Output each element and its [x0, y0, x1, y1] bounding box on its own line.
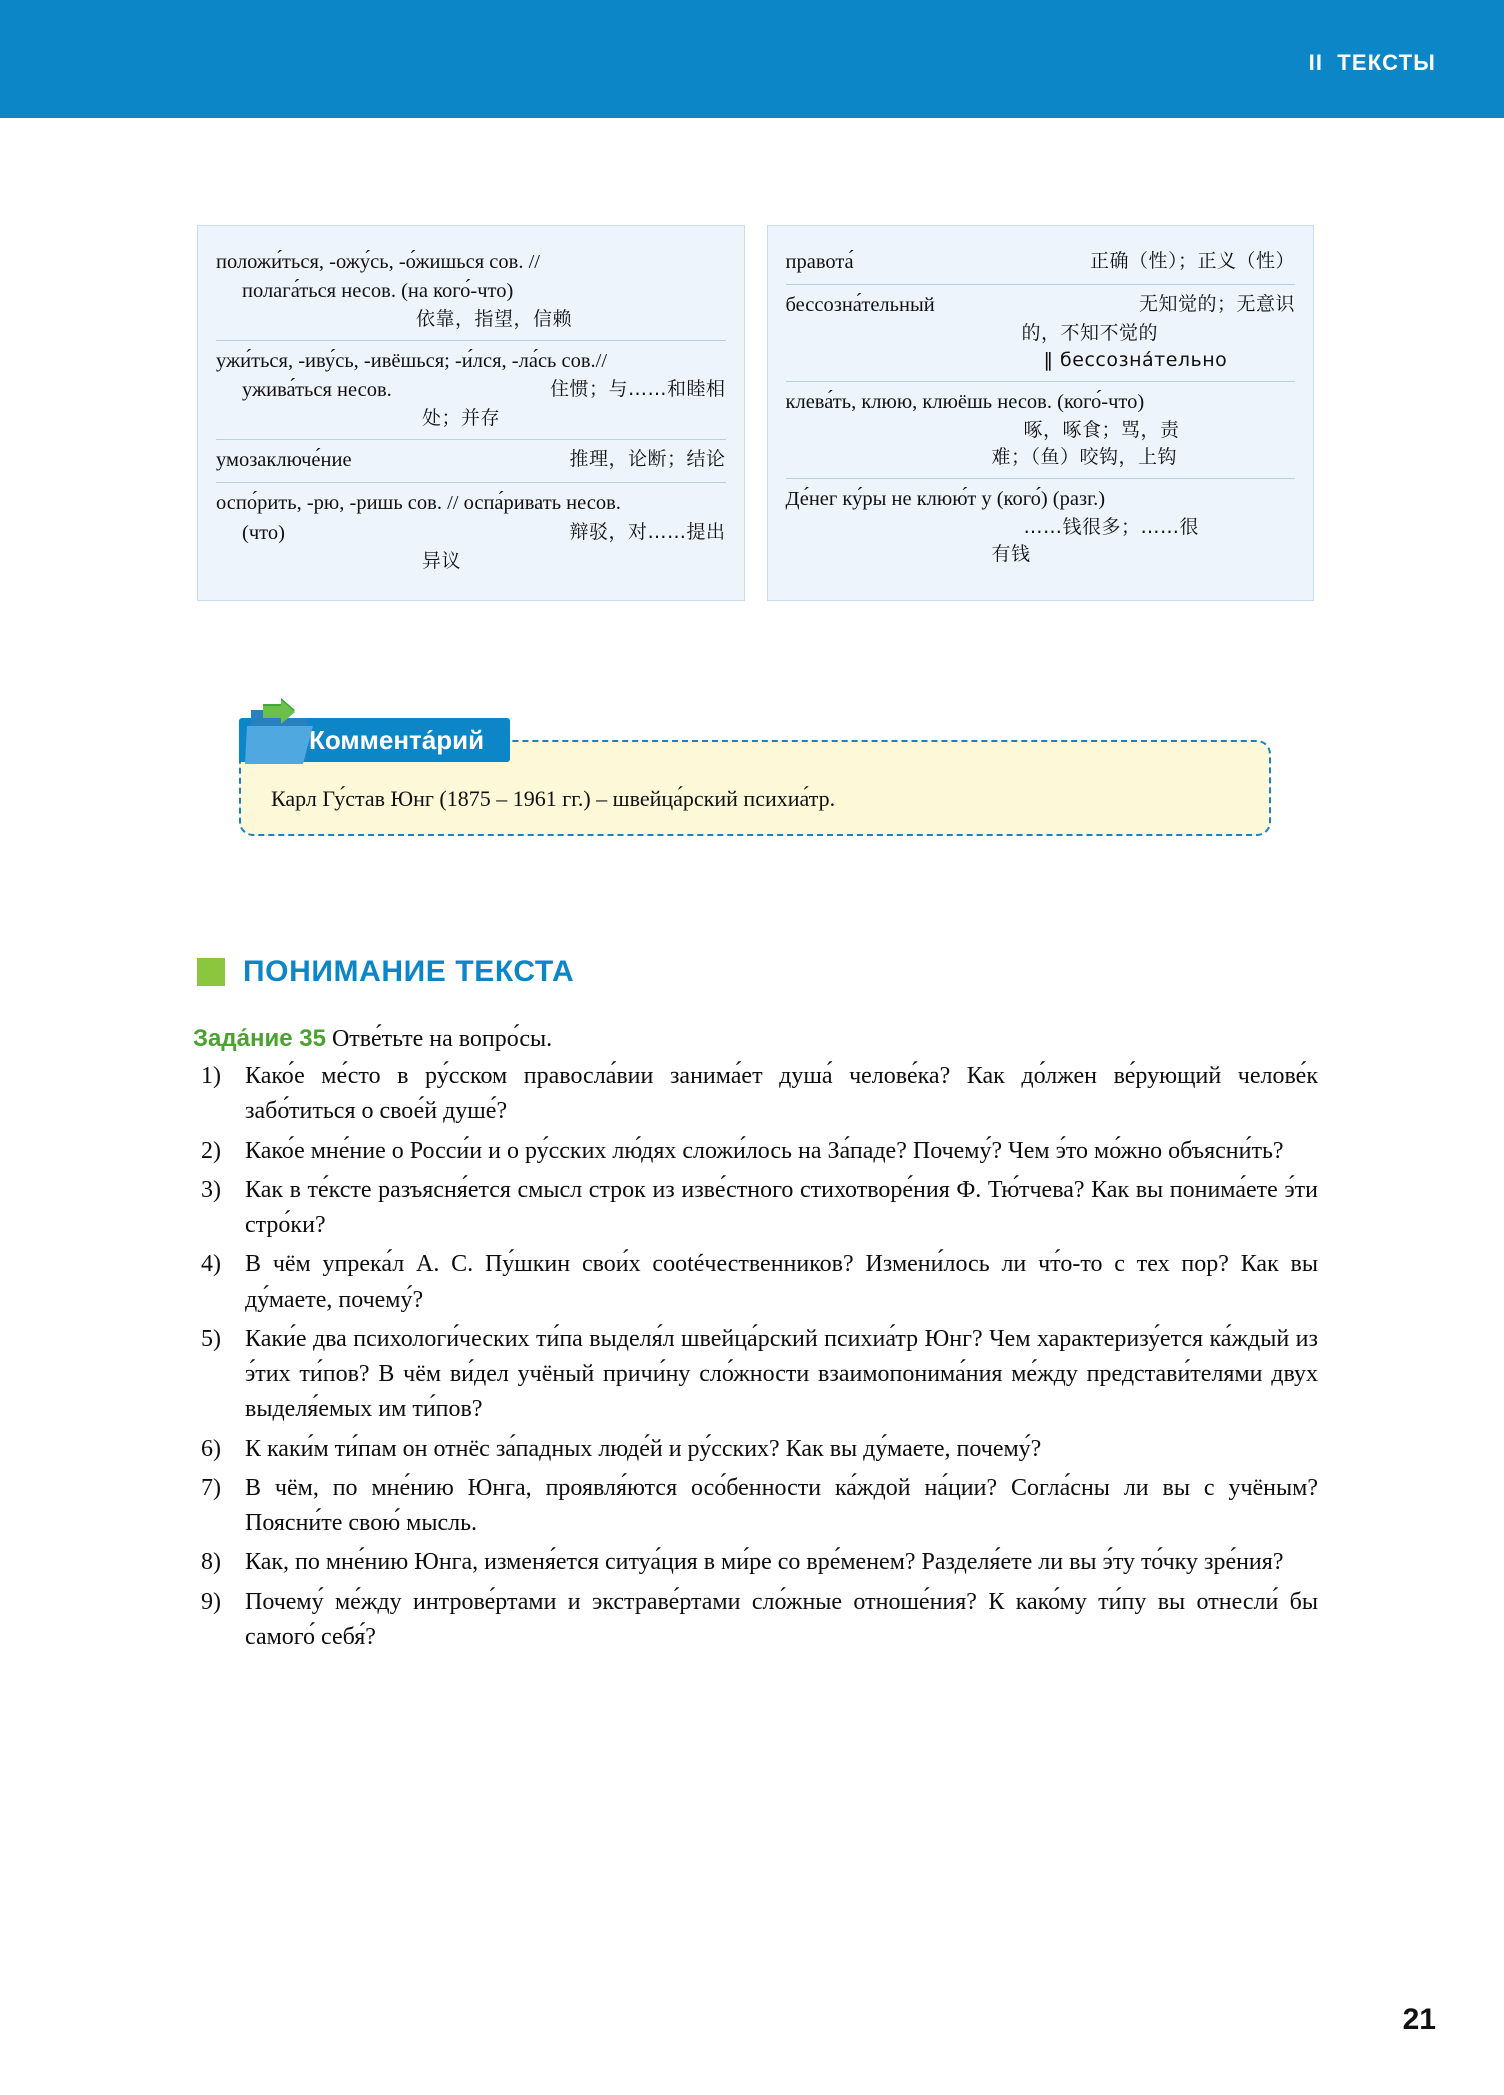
question-text: Как, по мне́нию Юнга, изменя́ется ситуа́ция в ми́ре со вре́менем? Разделя́ете ли вы э́ту то́чку зре́ния? — [245, 1549, 1284, 1576]
section-heading — [197, 955, 574, 989]
vocab-term-russian-cont: ужива́ться несов. — [242, 379, 392, 402]
question-text: Почему́ ме́жду интрове́ртами и экстраве́ртами сло́жные отноше́ния? К како́му ти́пу вы отнесли́ бы самого́ себя́? — [245, 1588, 1318, 1650]
vocab-term-russian: клева́ть, клюю, клюёшь несов. (кого́-что) — [785, 391, 1145, 414]
vocab-entry — [786, 285, 1296, 382]
vocabulary-box-right — [767, 225, 1315, 601]
question-number: 2) — [201, 1137, 221, 1164]
vocab-gloss-chinese: 辩驳，对……提出 — [569, 520, 726, 543]
vocab-gloss-chinese-note: ‖ бессозна́тельно — [1043, 349, 1228, 372]
question-number: 3) — [201, 1176, 221, 1203]
question-text: В чём, по мне́нию Юнга, проявля́ются осо́бенности ка́ждой на́ции? Согла́сны ли вы с учёным? Поясни́те свою́ мысль. — [245, 1474, 1318, 1537]
header-content — [1309, 50, 1436, 76]
vocab-entry — [786, 242, 1296, 285]
vocab-gloss-chinese-cont: 难；（鱼）咬钩，上钩 — [991, 446, 1178, 469]
list-item — [193, 1247, 1318, 1318]
task-block — [193, 1025, 1318, 1659]
question-number: 9) — [201, 1588, 221, 1615]
vocab-term-russian: Де́нег ку́ры не клюю́т у (кого́) (разг.) — [785, 488, 1106, 511]
vocab-term-russian: правота́ — [785, 251, 854, 273]
vocabulary-area — [197, 225, 1314, 601]
vocab-term-russian: ужи́ться, -иву́сь, -ивёшься; -и́лся, -ла́сь сов.// — [216, 350, 608, 373]
question-number: 8) — [201, 1549, 221, 1576]
vocab-term-russian: оспо́рить, -рю, -ришь сов. // оспа́ривать несов. — [216, 492, 621, 515]
vocab-entry — [786, 382, 1296, 479]
vocab-term-russian: бессозна́тельный — [785, 294, 935, 317]
question-text: В чём упрека́л А. С. Пу́шкин свои́х соotéчественников? Измени́лось ли чт́о-то с тех пор? Как вы ду́маете, почему́? — [245, 1251, 1318, 1313]
vocab-gloss-chinese: 啄，啄食；骂，责 — [1023, 419, 1180, 442]
task-label: Зада́ние 35 — [193, 1025, 326, 1052]
question-text: Како́е ме́сто в ру́сском правосла́вии занима́ет душа́ челове́ка? Как до́лжен ве́рующий челове́к забо́титься о свое́й душе́? — [245, 1063, 1318, 1125]
task-header — [193, 1025, 1318, 1053]
vocab-entry — [216, 341, 726, 440]
header-section-number: II — [1308, 50, 1324, 75]
vocab-term-russian: положи́ться, -ожу́сь, -о́жишься сов. // — [216, 251, 540, 273]
vocab-gloss-chinese-cont: 有钱 — [991, 543, 1031, 566]
list-item — [193, 1585, 1318, 1656]
vocab-term-russian-cont: (что) — [242, 521, 285, 544]
list-item — [193, 1322, 1318, 1428]
vocabulary-box-left — [197, 225, 745, 601]
question-number: 7) — [201, 1474, 221, 1501]
question-number: 4) — [201, 1251, 221, 1278]
question-number: 1) — [201, 1063, 221, 1089]
vocab-gloss-chinese-cont: 的，不知不觉的 — [1021, 322, 1159, 345]
question-text: К каки́м ти́пам он отнёс за́падных люде́й и ру́сских? Как вы ду́маете, почему́? — [245, 1435, 1042, 1462]
question-list — [193, 1059, 1318, 1655]
question-text: Каки́е два психологи́ческих ти́па выделя́л швейца́рский психиа́тр Юнг? Чем характеризу́ется ка́ждый из э́тих ти́пов? В чём ви́дел учёный причи́ну сло́жности взаимопонима́ния ме́жду представи́телями двух выделя́емых им ти́пов? — [245, 1325, 1318, 1423]
vocab-gloss-chinese-cont: 异议 — [422, 549, 462, 572]
section-title: ПОНИМАНИЕ ТЕКСТА — [243, 955, 575, 988]
vocab-gloss-chinese-cont: 处；并存 — [422, 407, 501, 430]
commentary-tab — [239, 718, 510, 762]
list-item — [193, 1471, 1318, 1542]
commentary-block — [197, 718, 1314, 836]
vocab-gloss-chinese: 正确（性）；正义（性） — [1089, 250, 1295, 272]
vocab-term-russian-cont: полага́ться несов. (на кого́-что) — [242, 280, 514, 303]
list-item — [193, 1134, 1318, 1169]
header-section-title: ТЕКСТЫ — [1337, 50, 1436, 75]
vocab-entry — [786, 479, 1296, 575]
page-header — [0, 0, 1504, 118]
question-text: Как в те́ксте разъясня́ется смысл строк из изве́стного стихотворе́ния Ф. Тю́тчева? Как вы понима́ете э́ти стро́ки? — [245, 1176, 1318, 1239]
question-number: 5) — [201, 1325, 221, 1352]
vocab-gloss-chinese: 住惯；与……和睦相 — [549, 378, 726, 401]
vocab-gloss-chinese: 依靠，指望，信赖 — [416, 308, 573, 331]
vocab-entry — [216, 483, 726, 581]
list-item — [193, 1173, 1318, 1244]
vocab-term-russian: умозаключе́ние — [216, 449, 352, 472]
section-marker-icon — [197, 958, 225, 986]
list-item — [193, 1432, 1318, 1467]
vocab-entry — [216, 242, 726, 341]
task-instruction: Отве́тьте на вопро́сы. — [331, 1026, 553, 1052]
list-item — [193, 1059, 1318, 1130]
vocab-gloss-chinese: 无知觉的；无意识 — [1138, 293, 1295, 316]
question-number: 6) — [201, 1435, 221, 1462]
question-text: Како́е мне́ние о Росси́и и о ру́сских лю́дях сложи́лось на За́паде? Почему́? Чем э́то мо́жно объясни́ть? — [245, 1137, 1284, 1164]
page-number: 21 — [1402, 2003, 1436, 2036]
vocab-gloss-chinese: ……钱很多；……很 — [1023, 516, 1200, 539]
vocab-entry — [216, 440, 726, 483]
vocab-gloss-chinese: 推理，论断；结论 — [569, 448, 726, 471]
folder-arrow-icon — [243, 694, 321, 768]
commentary-tab-label: Коммента́рий — [309, 724, 485, 755]
list-item — [193, 1545, 1318, 1580]
commentary-text: Карл Гу́став Юнг (1875 – 1961 гг.) – швейца́рский психиа́тр. — [271, 786, 836, 811]
